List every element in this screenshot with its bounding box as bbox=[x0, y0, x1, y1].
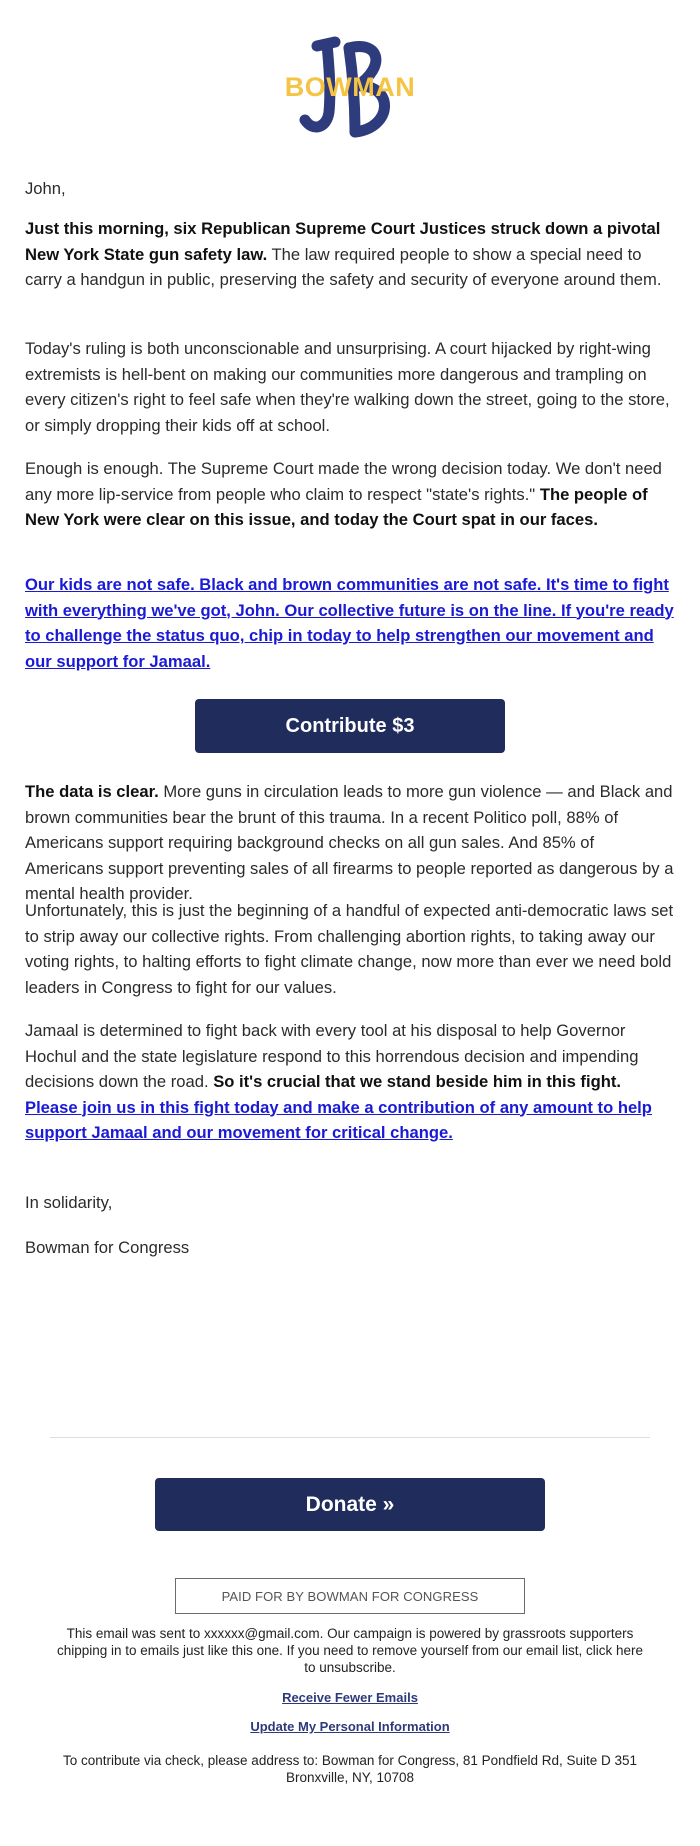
bowman-logo bbox=[283, 36, 417, 140]
jamaal-bold: So it's crucial that we stand beside him in this fight. bbox=[213, 1072, 621, 1091]
paragraph-data bbox=[25, 779, 675, 907]
footer-address: To contribute via check, please address to: Bowman for Congress, 81 Pondfield Rd, Suite D 351 Bronxville, NY, 10708 bbox=[62, 1753, 638, 1785]
greeting: John, bbox=[25, 179, 66, 198]
data-bold: The data is clear. bbox=[25, 782, 159, 801]
footer-disclaimer[interactable]: This email was sent to xxxxxx@gmail.com. Our campaign is powered by grassroots supporters chipping in to emails just like this one. If you need to remove yourself from our email list, click here to unsubscribe. bbox=[56, 1626, 643, 1675]
enough-text: Enough is enough. The Supreme Court made the wrong decision today. We don't need any more lip-service from people who claim to respect "state's rights." bbox=[25, 459, 662, 504]
intro-text: The law required people to show a special need to carry a handgun in public, preserving the safety and security of everyone around them. bbox=[25, 244, 662, 289]
receive-fewer-emails-link[interactable]: Receive Fewer Emails bbox=[282, 1690, 418, 1705]
enough-bold: The people of New York were clear on this issue, and today the Court spat in our faces. bbox=[25, 484, 648, 529]
logo-wordmark: BOWMAN bbox=[284, 72, 416, 102]
signature: Bowman for Congress bbox=[25, 1238, 190, 1257]
paragraph-enough bbox=[25, 456, 675, 533]
donate-button[interactable]: Donate » bbox=[155, 1478, 545, 1531]
footer-divider bbox=[50, 1437, 650, 1438]
paid-for-box: PAID FOR BY BOWMAN FOR CONGRESS bbox=[175, 1578, 525, 1614]
data-text: More guns in circulation leads to more gun violence — and Black and brown communities bear the brunt of this trauma. In a recent Politico poll, 88% of Americans support requiring background checks on all gun sales. And 85% of Americans support preventing sales of all firearms to people reported as dangerous by a mental health provider. bbox=[25, 782, 674, 903]
paragraph-unfortunately: Unfortunately, this is just the beginning of a handful of expected anti-democratic laws set to strip away our collective rights. From challenging abortion rights, to taking away our voting rights, to halting efforts to fight climate change, now more than ever we need bold leaders in Congress to fight for our values. bbox=[25, 901, 674, 997]
paragraph-intro bbox=[25, 216, 675, 293]
jamaal-text: Jamaal is determined to fight back with every tool at his disposal to help Governor Hochul and the state legislature respond to this horrendous decision and impending decisions down the road. bbox=[25, 1021, 639, 1091]
logo-header bbox=[0, 0, 700, 160]
chip-in-link[interactable]: Our kids are not safe. Black and brown communities are not safe. It's time to fight with everything we've got, John. Our collective future is on the line. If you're ready to challenge the status quo, chip in today to help strengthen our movement and our support for Jamaal. bbox=[25, 575, 674, 671]
join-fight-link[interactable]: Please join us in this fight today and make a contribution of any amount to help support Jamaal and our movement for critical change. bbox=[25, 1097, 652, 1142]
paragraph-ruling: Today's ruling is both unconscionable and unsurprising. A court hijacked by right-wing extremists is hell-bent on making our communities more dangerous and trampling on every citizen's right to feel safe when they're walking down the street, going to the store, or simply dropping their kids off at school. bbox=[25, 339, 670, 435]
closing: In solidarity, bbox=[25, 1193, 113, 1212]
update-info-link[interactable]: Update My Personal Information bbox=[250, 1719, 450, 1734]
contribute-button[interactable]: Contribute $3 bbox=[195, 699, 505, 753]
paragraph-kids-link bbox=[25, 572, 675, 674]
paragraph-jamaal bbox=[25, 1018, 675, 1146]
intro-bold: Just this morning, six Republican Supreme Court Justices struck down a pivotal New York State gun safety law. bbox=[25, 219, 661, 264]
